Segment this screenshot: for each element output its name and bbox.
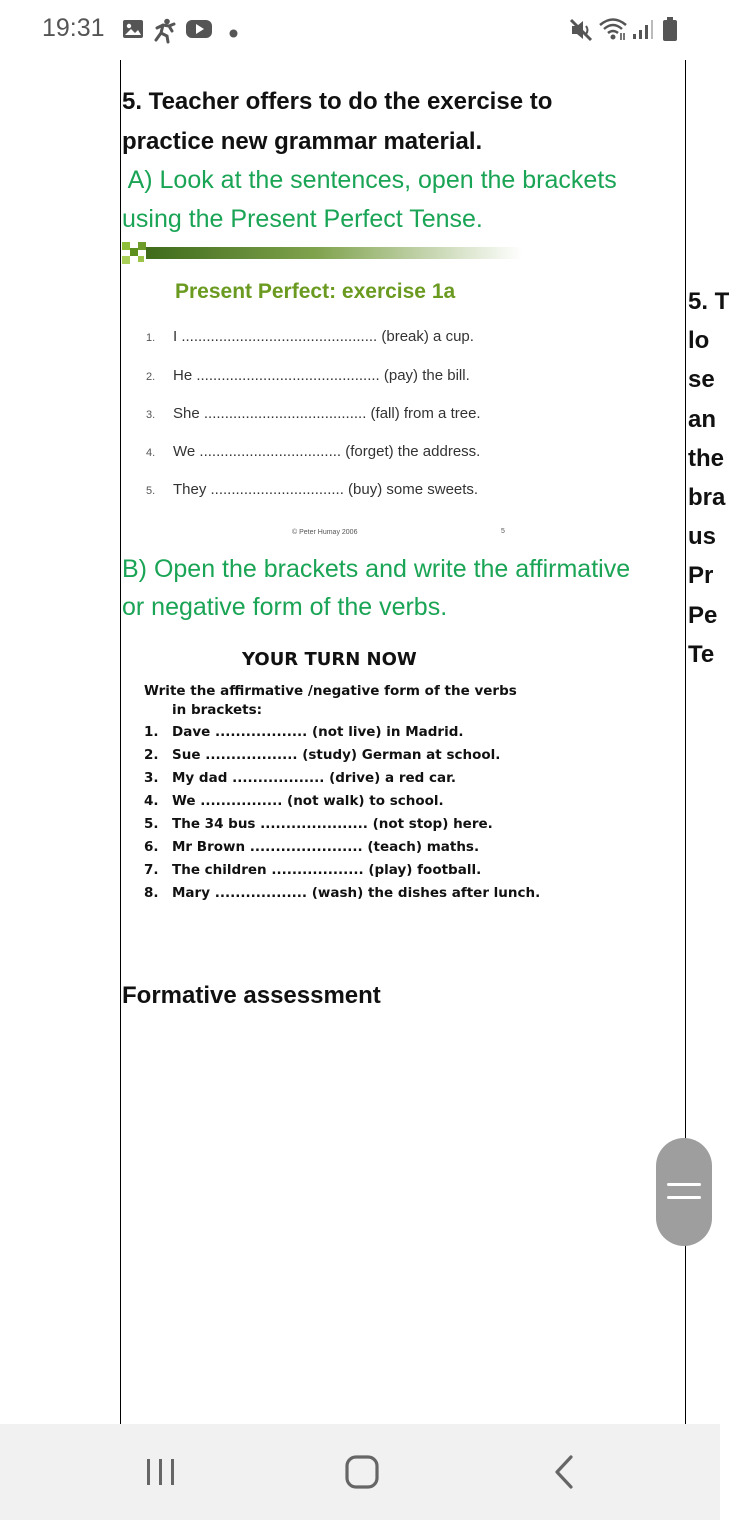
item-text: They ................................ (buy) some sweets. [173,481,479,498]
recent-apps-button[interactable] [131,1446,191,1498]
item-number: 1. [144,724,159,740]
item-number: 5. [144,816,159,832]
instruction-line2: in brackets: [172,702,263,718]
notification-dot-icon [229,25,238,43]
item-number: 7. [144,862,159,878]
page-number: 5 [501,528,505,535]
your-turn-item [144,885,540,901]
item-number: 5. [146,485,156,497]
item-text: Sue .................. (study) German at school. [172,747,501,763]
mute-icon [568,17,594,48]
next-column-line: the [688,444,724,472]
home-button[interactable] [332,1446,392,1498]
item-text: My dad .................. (drive) a red car. [172,770,456,786]
item-text: We ................ (not walk) to school. [172,793,444,809]
next-column-line: Pr [688,562,714,590]
item-text: The children .................. (play) football. [172,862,482,878]
next-column-line: 5. T [688,288,729,315]
youtube-icon [185,18,213,45]
gallery-icon [122,18,144,45]
your-turn-item [144,862,481,878]
next-column-line: se [688,366,715,394]
back-icon [552,1454,576,1490]
item-number: 2. [146,371,156,383]
item-text: The 34 bus ..................... (not stop) here. [172,816,493,832]
copyright-note: © Peter Humay 2006 [292,529,358,536]
your-turn-item [144,793,444,809]
formative-assessment-heading: Formative assessment [122,982,381,1009]
step-heading-line2: practice new grammar material. [122,128,483,155]
your-turn-item [144,747,500,763]
task-a-line1: A) Look at the sentences, open the brackets [122,166,617,194]
item-text: We .................................. (forget) the address. [173,443,481,460]
instruction-line1: Write the affirmative /negative form of the verbs [144,683,517,699]
your-turn-item [144,839,479,855]
item-text: He ............................................ (pay) the bill. [173,367,470,384]
wifi-icon [598,17,628,46]
item-number: 3. [144,770,159,786]
task-b-line1: B) Open the brackets and write the affirmative [122,555,631,583]
recent-apps-icon [144,1456,178,1488]
step-heading-line1: 5. Teacher offers to do the exercise to [122,88,553,115]
exercise1-item [146,443,480,460]
item-number: 2. [144,747,159,763]
item-number: 8. [144,885,159,901]
battery-icon [662,16,678,47]
your-turn-item [144,724,464,740]
task-b-line2: or negative form of the verbs. [122,593,448,621]
your-turn-instruction [144,682,517,720]
next-column-line: Pe [688,601,718,629]
your-turn-item [144,770,456,786]
back-button[interactable] [534,1446,594,1498]
your-turn-item [144,816,493,832]
decorative-gradient-bar [122,242,522,266]
exercise1-item [146,481,478,498]
next-column-line: us [688,523,717,551]
your-turn-title: YOUR TURN NOW [242,649,417,670]
item-number: 1. [146,332,156,344]
handle-grip-line [667,1183,701,1186]
exercise1-item [146,367,470,384]
next-column-line: lo [688,327,710,355]
item-text: Mr Brown ...................... (teach) maths. [172,839,480,855]
fast-scroll-handle[interactable] [656,1138,712,1246]
exercise1-title: Present Perfect: exercise 1a [175,280,456,303]
exercise1-item [146,405,481,422]
next-column-text [688,282,729,674]
running-figure-icon [152,18,178,47]
item-number: 6. [144,839,159,855]
next-column-line: an [688,405,717,433]
item-text: I ............................................... (break) a cup. [173,328,474,345]
status-bar [0,0,720,60]
status-time: 19:31 [42,14,105,42]
signal-icon [632,18,654,45]
item-text: Mary .................. (wash) the dishes after lunch. [172,885,541,901]
item-number: 3. [146,409,156,421]
item-number: 4. [146,447,156,459]
handle-grip-line [667,1196,701,1199]
home-icon [344,1454,380,1490]
next-column-line: Te [688,640,715,668]
item-number: 4. [144,793,159,809]
item-text: She ....................................... (fall) from a tree. [173,405,481,422]
exercise1-item [146,328,474,345]
task-a-line2: using the Present Perfect Tense. [122,205,483,233]
table-border-left [120,60,121,1424]
next-column-line: bra [688,484,726,512]
item-text: Dave .................. (not live) in Madrid. [172,724,464,740]
navigation-bar [0,1424,720,1520]
